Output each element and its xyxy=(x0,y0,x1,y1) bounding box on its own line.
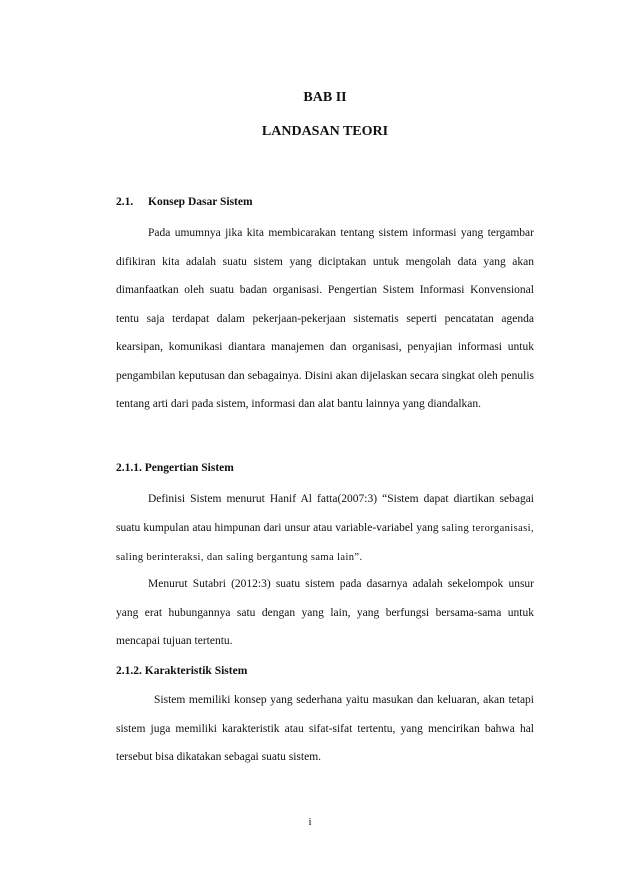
section-2-1-paragraph: Pada umumnya jika kita membicarakan tentang sistem informasi yang tergambar difikiran kita adalah suatu sistem yang diciptakan untuk mengolah data yang akan dimanfaatkan oleh suatu badan organisasi. Pengertian Sistem Informasi Konvensional tentu saja terdapat dalam pekerjaan-pekerjaan sistematis seperti pencatatan agenda kearsipan, komunikasi diantara manajemen dan organisasi, penyajian informasi untuk pengambilan keputusan dan sebagainya. Disini akan dijelaskan secara singkat oleh penulis tentang arti dari pada sistem, informasi dan alat bantu lainnya yang diandalkan. xyxy=(116,227,534,410)
section-2-1-1-paragraph-2: Menurut Sutabri (2012:3) suatu sistem pada dasarnya adalah sekelompok unsur yang erat hubungannya satu dengan yang lain, yang berfungsi bersama-sama untuk mencapai tujuan tertentu. xyxy=(116,578,534,647)
section-2-1-heading xyxy=(116,196,253,208)
page-number: i xyxy=(308,816,312,828)
section-2-1-1-paragraph-1 xyxy=(116,485,534,573)
section-2-1-title: Konsep Dasar Sistem xyxy=(148,196,253,208)
chapter-number: BAB II xyxy=(303,90,347,105)
section-2-1-number: 2.1. xyxy=(116,196,134,208)
section-2-1-2-paragraph: Sistem memiliki konsep yang sederhana yaitu masukan dan keluaran, akan tetapi sistem juga memiliki karakteristik atau sifat-sifat tertentu, yang mencirikan bahwa hal tersebut bisa dikatakan sebagai suatu sistem. xyxy=(116,694,534,763)
definition-lead-text: Definisi Sistem menurut Hanif Al fatta(2007:3) “Sistem dapat diartikan sebagai suatu kumpulan atau himpunan dari unsur atau variable-variabel yang xyxy=(116,493,534,534)
section-2-1-1-heading: 2.1.1. Pengertian Sistem xyxy=(116,462,234,474)
chapter-title: LANDASAN TEORI xyxy=(261,124,389,139)
definition-quote-tail: saling terorganisasi, saling berinteraksi, dan saling bergantung sama lain”. xyxy=(116,522,534,563)
section-2-1-2-heading: 2.1.2. Karakteristik Sistem xyxy=(116,665,248,677)
